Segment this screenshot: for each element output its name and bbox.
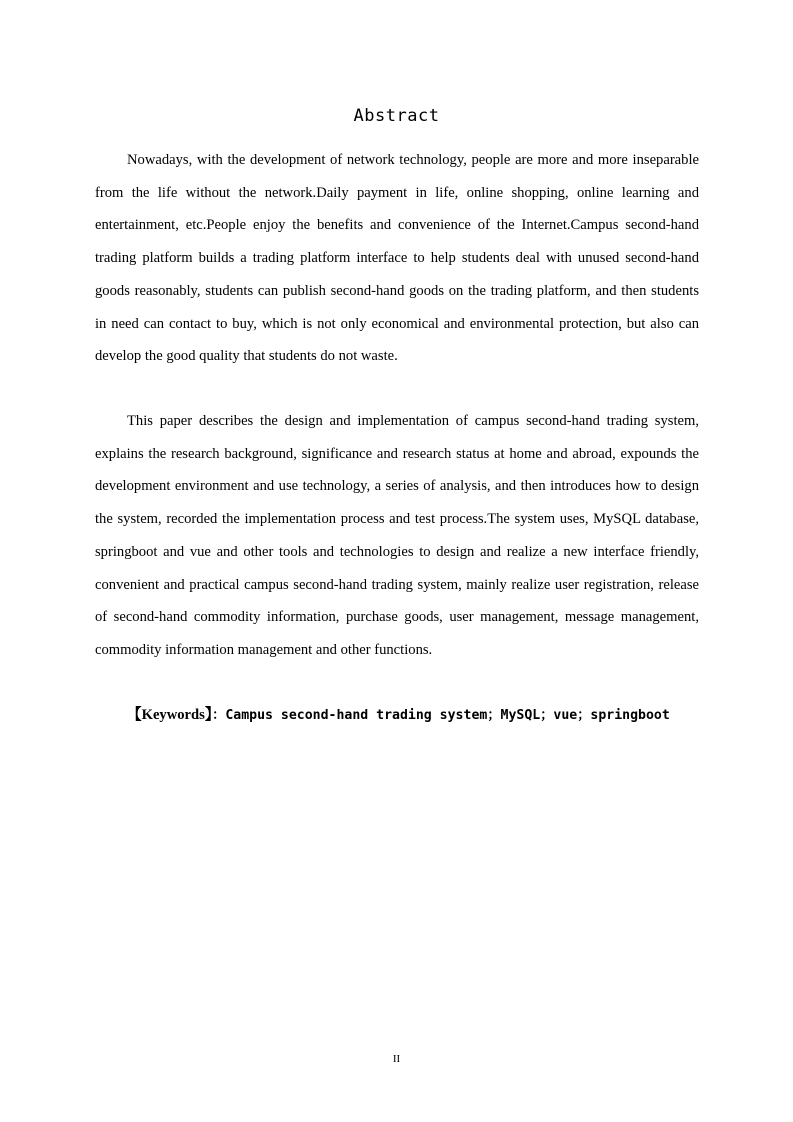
paragraph-text: Nowadays, with the development of network technology, people are more and more inseparable from the life without the network.Daily payment in life, online shopping, online learning and entertainment, etc.People enjoy the benefits and convenience of the Internet.Campus second-hand trading platform builds a trading platform interface to help students deal with unused second-hand goods reasonably, students can publish second-hand goods on the trading platform, and then students in need can contact to buy, which is not only economical and environmental protection, but also can develop the good quality that students do not waste. bbox=[95, 152, 699, 365]
abstract-paragraph-1 bbox=[95, 144, 699, 373]
paragraph-text: This paper describes the design and implementation of campus second-hand trading system, explains the research background, significance and research status at home and abroad, expounds the development environment and use technology, a series of analysis, and then introduces how to design the system, recorded the implementation process and test process.The system uses, MySQL database, springboot and vue and other tools and technologies to design and realize a new interface friendly, convenient and practical campus second-hand trading system, mainly realize user registration, release of second-hand commodity information, purchase goods, user management, message management, commodity information management and other functions. bbox=[95, 413, 699, 658]
keywords-line bbox=[127, 701, 727, 730]
abstract-title: Abstract bbox=[353, 106, 440, 126]
keywords-value: Campus second-hand trading system；MySQL；vue；springboot bbox=[225, 708, 670, 723]
abstract-paragraph-2 bbox=[95, 405, 699, 667]
page-number: II bbox=[392, 1053, 401, 1065]
keywords-label: 【Keywords】 bbox=[127, 707, 213, 723]
keywords-separator: ： bbox=[212, 708, 226, 723]
